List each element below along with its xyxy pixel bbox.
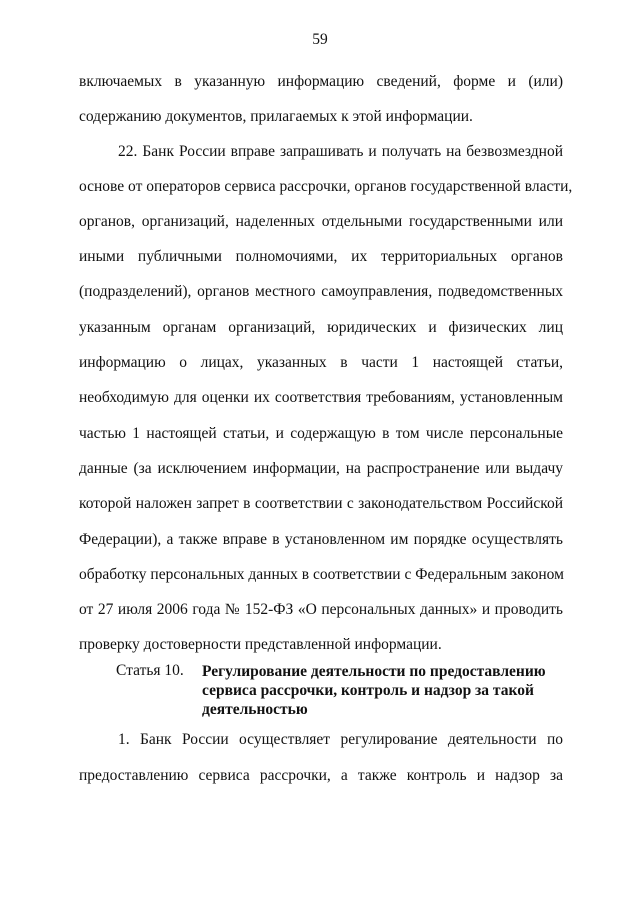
article-title-line: сервиса рассрочки, контроль и надзор за такой (202, 682, 534, 699)
text-line: обработку персональных данных в соответствии с Федеральным законом (79, 566, 564, 583)
text-line: информацию о лицах, указанных в части 1 настоящей статьи, (79, 354, 563, 371)
text-line: проверку достоверности представленной информации. (79, 636, 442, 653)
text-line: основе от операторов сервиса рассрочки, органов государственной власти, (79, 178, 573, 195)
text-line: от 27 июля 2006 года № 152-ФЗ «О персональных данных» и проводить (79, 601, 563, 618)
text-line: данные (за исключением информации, на распространение или выдачу (79, 460, 563, 477)
text-line: указанным органам организаций, юридических и физических лиц (79, 319, 563, 336)
text-line: которой наложен запрет в соответствии с законодательством Российской (79, 495, 563, 512)
article-title-line: Регулирование деятельности по предоставлению (202, 663, 546, 680)
text-line: иными публичными полномочиями, их территориальных органов (79, 248, 563, 265)
text-line: предоставлению сервиса рассрочки, а также контроль и надзор за (79, 767, 563, 784)
text-line: необходимую для оценки их соответствия требованиям, установленным (79, 389, 563, 406)
article-title-line: деятельностью (202, 701, 308, 718)
text-line: 1. Банк России осуществляет регулирование деятельности по (118, 731, 563, 748)
article-title (202, 662, 582, 719)
text-line: органов, организаций, наделенных отдельными государственными или (79, 213, 563, 230)
page-number: 59 (312, 31, 328, 48)
text-line: содержанию документов, прилагаемых к этой информации. (79, 108, 473, 125)
text-line: 22. Банк России вправе запрашивать и получать на безвозмездной (118, 143, 563, 160)
text-line: включаемых в указанную информацию сведений, форме и (или) (79, 73, 563, 90)
article-number: Статья 10. (116, 662, 184, 679)
text-line: Федерации), а также вправе в установленном им порядке осуществлять (79, 531, 563, 548)
text-line: частью 1 настоящей статьи, и содержащую в том числе персональные (79, 425, 563, 442)
text-line: (подразделений), органов местного самоуправления, подведомственных (79, 283, 563, 300)
